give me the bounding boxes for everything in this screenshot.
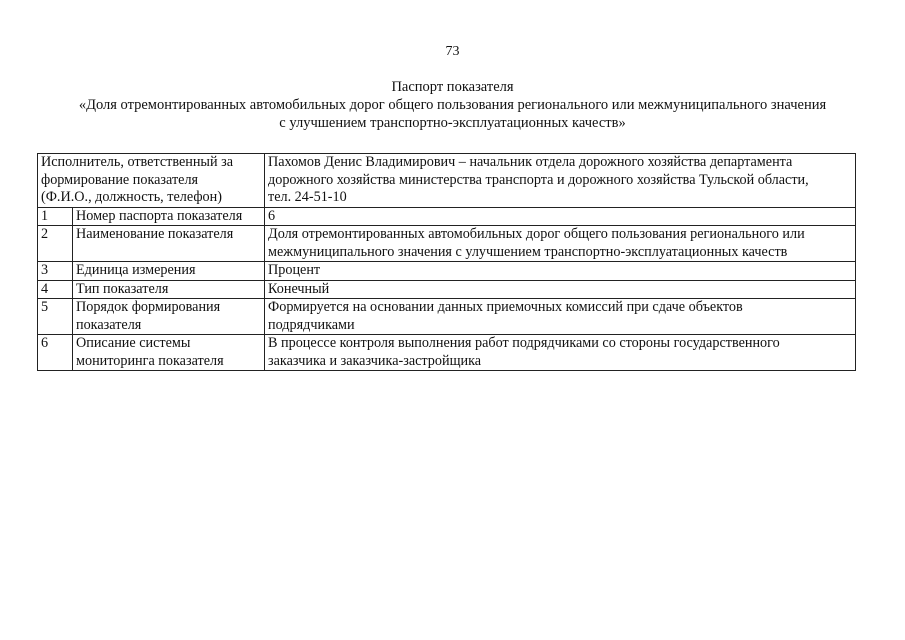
row-label-line: показателя [76, 316, 142, 333]
responsible-value-line: дорожного хозяйства министерства транспорта и дорожного хозяйства Тульской области, [268, 171, 809, 188]
responsible-label-line: (Ф.И.О., должность, телефон) [41, 189, 222, 205]
row-number-cell: 6 [38, 335, 73, 371]
responsible-label-line: формирование показателя [41, 171, 199, 188]
row-number-cell: 2 [38, 226, 73, 262]
page-number: 73 [445, 44, 460, 59]
responsible-value-cell [265, 154, 856, 208]
row-label-cell [73, 226, 265, 262]
responsible-label-line: Исполнитель, ответственный за [41, 154, 234, 170]
row-number-cell: 3 [38, 262, 73, 281]
row-label-line: Описание системы [76, 335, 191, 351]
table-row-responsible [38, 154, 856, 208]
table-row [38, 299, 856, 335]
row-value-line: подрядчиками [268, 316, 355, 333]
row-value-line: заказчика и заказчика-застройщика [268, 352, 482, 369]
row-value-cell [265, 335, 856, 371]
row-label-line: Наименование показателя [76, 226, 234, 242]
passport-table [37, 153, 856, 371]
row-value-cell [265, 280, 856, 299]
row-value-line: Доля отремонтированных автомобильных дорог общего пользования регионального или [268, 226, 805, 242]
title-line-3: с улучшением транспортно-эксплуатационных качеств» [279, 115, 626, 131]
row-value-line: межмуниципального значения с улучшением транспортно-эксплуатационных качеств [268, 243, 788, 260]
row-label-line: Порядок формирования [76, 299, 221, 315]
document-title [40, 78, 865, 132]
row-label-cell [73, 335, 265, 371]
title-line-2: «Доля отремонтированных автомобильных дорог общего пользования регионального или межмуниципального значения [78, 97, 827, 113]
row-label-cell [73, 299, 265, 335]
table-row [38, 335, 856, 371]
row-label-cell [73, 262, 265, 281]
table-row [38, 226, 856, 262]
row-label-line: мониторинга показателя [76, 352, 224, 369]
row-label-cell [73, 280, 265, 299]
row-number-cell: 1 [38, 207, 73, 226]
row-number-cell: 5 [38, 299, 73, 335]
row-value-cell [265, 207, 856, 226]
row-label-cell [73, 207, 265, 226]
row-value-cell [265, 262, 856, 281]
responsible-value-line: Пахомов Денис Владимирович – начальник отдела дорожного хозяйства департамента [268, 154, 793, 170]
table-row [38, 207, 856, 226]
row-value-line: Конечный [268, 280, 330, 297]
table-row [38, 262, 856, 281]
row-value-cell [265, 226, 856, 262]
row-label-line: Единица измерения [76, 262, 196, 278]
row-label-line: Номер паспорта показателя [76, 207, 243, 224]
responsible-value-line: тел. 24-51-10 [268, 189, 347, 205]
row-value-line: 6 [268, 207, 276, 224]
title-line-1: Паспорт показателя [391, 79, 514, 95]
row-label-line: Тип показателя [76, 280, 169, 297]
row-value-line: Формируется на основании данных приемочных комиссий при сдаче объектов [268, 299, 743, 315]
row-value-cell [265, 299, 856, 335]
table-row [38, 280, 856, 299]
row-number-cell: 4 [38, 280, 73, 299]
row-value-line: В процессе контроля выполнения работ подрядчиками со стороны государственного [268, 335, 780, 351]
row-value-line: Процент [268, 262, 321, 278]
passport-table-body [38, 154, 856, 371]
responsible-label-cell [38, 154, 265, 208]
